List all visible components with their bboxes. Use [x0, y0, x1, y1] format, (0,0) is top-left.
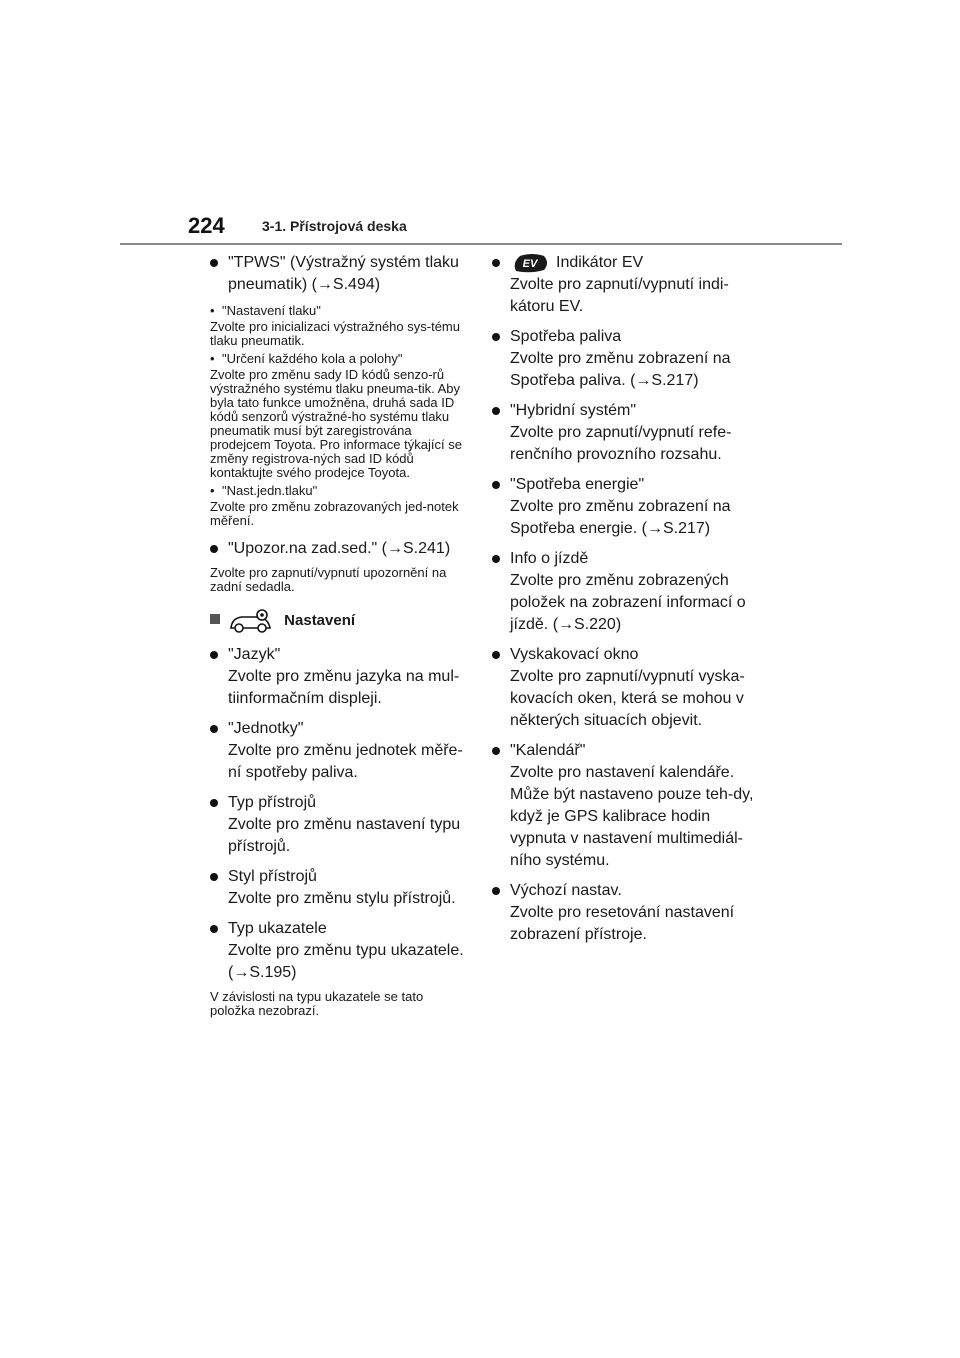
sub-item-desc: Zvolte pro změnu zobrazovaných jed-notek měření.: [210, 499, 459, 528]
list-item: [492, 326, 762, 392]
item-title: "Jazyk": [228, 646, 281, 663]
page-number: 224: [188, 213, 225, 238]
sub-item-desc: Zvolte pro inicializaci výstražného sys-tému tlaku pneumatik.: [210, 319, 460, 348]
section-heading-label: Nastavení: [284, 611, 356, 629]
list-item: [492, 644, 762, 732]
item-title: Typ ukazatele: [228, 920, 327, 937]
right-column: [492, 252, 762, 954]
list-item-rear-seat: [210, 538, 468, 560]
ev-label: Indikátor EV: [556, 254, 644, 271]
item-title: "Jednotky": [228, 720, 304, 737]
item-desc: Zvolte pro změnu stylu přístrojů.: [228, 890, 456, 907]
item-title: "Hybridní systém": [510, 402, 637, 419]
list-item: [492, 474, 762, 540]
item-desc: Zvolte pro nastavení kalendáře. Může být nastaveno pouze teh-dy, když je GPS kalibrace hodin vypnuta v nastavení multimediál-ního systému.: [510, 764, 754, 869]
bullet-icon: [210, 725, 218, 733]
list-item: [492, 400, 762, 466]
item-desc: Zvolte pro změnu jazyka na mul-tiinformačním displeji.: [228, 668, 460, 707]
list-item: [210, 718, 468, 784]
item-title: [510, 252, 762, 274]
end-note: V závislosti na typu ukazatele se tato položka nezobrazí.: [210, 989, 424, 1018]
bullet-icon: [492, 651, 500, 659]
section-title: 3-1. Přístrojová deska: [262, 218, 407, 234]
left-column: [210, 252, 468, 1028]
list-item: [492, 880, 762, 946]
item-note: Zvolte pro zapnutí/vypnutí upozornění na zadní sedadla.: [210, 565, 447, 594]
sub-item-title: • "Nast.jedn.tlaku": [210, 484, 468, 498]
sub-item: [210, 304, 468, 348]
list-item: [210, 792, 468, 858]
item-title: Typ přístrojů: [228, 794, 317, 811]
item-desc: Zvolte pro zapnutí/vypnutí indi-kátoru EV.: [510, 276, 729, 315]
item-title-cont: pneumatik) (→S.494): [228, 276, 381, 293]
item-title: "Spotřeba energie": [510, 476, 645, 493]
ev-indicator-icon: [510, 253, 550, 273]
bullet-icon: [210, 925, 218, 933]
sub-item-title: • "Nastavení tlaku": [210, 304, 468, 318]
bullet-icon: [210, 799, 218, 807]
item-desc: Zvolte pro resetování nastavení zobrazení přístroje.: [510, 904, 735, 943]
item-title: Vyskakovací okno: [510, 646, 639, 663]
list-item: [492, 548, 762, 636]
bullet-icon: [210, 651, 218, 659]
list-item: [210, 644, 468, 710]
item-title: Styl přístrojů: [228, 868, 317, 885]
item-desc: Zvolte pro změnu zobrazených položek na zobrazení informací o jízdě. (→S.220): [510, 572, 746, 633]
page-header: [0, 0, 960, 250]
car-settings-icon: [228, 608, 274, 634]
list-item: [492, 740, 762, 872]
item-title: "Upozor.na zad.sed." (→S.241): [228, 540, 451, 557]
section-square-icon: [210, 614, 220, 624]
item-title: Info o jízdě: [510, 550, 589, 567]
item-title: Výchozí nastav.: [510, 882, 622, 899]
item-desc: Zvolte pro změnu zobrazení na Spotřeba energie. (→S.217): [510, 498, 731, 537]
sub-item-desc: Zvolte pro změnu sady ID kódů senzo-rů výstražného systému tlaku pneuma-tik. Aby byla tato funkce umožněna, druhá sada ID kódů senzorů výstražné-ho systému tlaku pneumatik musí být zaregistrována prodejcem Toyota. Pro informace týkající se změny registrova-ných sad ID kódů kontaktujte svého prodejce Toyota.: [210, 367, 462, 480]
header-divider: [120, 243, 842, 245]
ev-icon-text: EV: [522, 257, 538, 270]
item-title: Spotřeba paliva: [510, 328, 622, 345]
bullet-icon: [210, 873, 218, 881]
sub-item: [210, 484, 468, 528]
bullet-icon: [492, 333, 500, 341]
list-item-tpws: [210, 252, 468, 296]
item-desc: Zvolte pro změnu zobrazení na Spotřeba paliva. (→S.217): [510, 350, 731, 389]
sub-item-title: • "Určení každého kola a polohy": [210, 352, 468, 366]
list-item: [210, 866, 468, 910]
bullet-icon: [492, 747, 500, 755]
item-desc: Zvolte pro změnu jednotek měře-ní spotřeby paliva.: [228, 742, 463, 781]
list-item-ev: [492, 252, 762, 318]
bullet-icon: [492, 259, 500, 267]
bullet-icon: [492, 887, 500, 895]
bullet-icon: [492, 407, 500, 415]
sub-item: [210, 352, 468, 480]
list-item: [210, 918, 468, 984]
item-desc: Zvolte pro zapnutí/vypnutí refe-renčního provozního rozsahu.: [510, 424, 732, 463]
item-desc: Zvolte pro změnu typu ukazatele. (→S.195): [228, 942, 464, 981]
item-title: "Kalendář": [510, 742, 586, 759]
bullet-icon: [210, 545, 218, 553]
bullet-icon: [492, 481, 500, 489]
section-heading-settings: [210, 608, 468, 634]
item-desc: Zvolte pro zapnutí/vypnutí vyska-kovacích oken, která se mohou v některých situacích objevit.: [510, 668, 745, 729]
bullet-icon: [492, 555, 500, 563]
bullet-icon: [210, 259, 218, 267]
item-desc: Zvolte pro změnu nastavení typu přístrojů.: [228, 816, 461, 855]
item-title: "TPWS" (Výstražný systém tlaku: [228, 254, 459, 271]
